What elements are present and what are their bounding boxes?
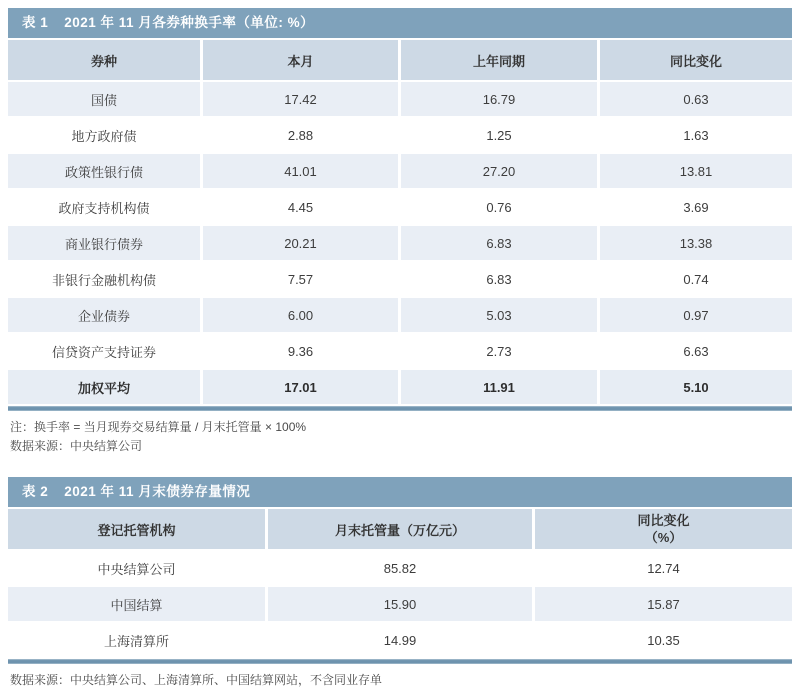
- cell-value: 27.20: [401, 154, 600, 190]
- cell-depository: 中央结算公司: [8, 551, 268, 587]
- column-header-bond-type: 券种: [8, 40, 203, 82]
- table-row: [8, 587, 792, 623]
- table-total-row: [8, 370, 792, 406]
- column-header-current-month: 本月: [203, 40, 401, 82]
- cell-value: 15.90: [268, 587, 535, 623]
- table1-bottom-border: [8, 406, 792, 411]
- cell-value: 0.97: [600, 298, 792, 334]
- table2-title: 2021 年 11 月末债券存量情况: [64, 484, 251, 500]
- table-row: [8, 226, 792, 262]
- cell-value: 0.76: [401, 190, 600, 226]
- cell-value: 20.21: [203, 226, 401, 262]
- cell-value: 2.73: [401, 334, 600, 370]
- cell-depository: 中国结算: [8, 587, 268, 623]
- table-row: [8, 551, 792, 587]
- cell-value: 12.74: [535, 551, 792, 587]
- table1-title: 2021 年 11 月各券种换手率（单位: %）: [64, 15, 315, 30]
- section-spacer: [8, 455, 792, 477]
- column-header-depository: 登记托管机构: [8, 509, 268, 551]
- cell-bond-type: 地方政府债: [8, 118, 203, 154]
- cell-value: 5.03: [401, 298, 600, 334]
- column-header-month-end-custody: 月末托管量（万亿元）: [268, 509, 535, 551]
- cell-value: 85.82: [268, 551, 535, 587]
- yoy-header-line2: （%）: [644, 530, 683, 546]
- cell-value: 5.10: [600, 370, 792, 406]
- table2-bottom-border: [8, 659, 792, 664]
- cell-value: 13.38: [600, 226, 792, 262]
- cell-bond-type: 国债: [8, 82, 203, 118]
- column-header-yoy-change: [535, 509, 792, 551]
- cell-value: 41.01: [203, 154, 401, 190]
- cell-bond-type: 加权平均: [8, 370, 203, 406]
- table-row: [8, 190, 792, 226]
- cell-value: 7.57: [203, 262, 401, 298]
- cell-value: 17.01: [203, 370, 401, 406]
- table-row: [8, 154, 792, 190]
- cell-value: 15.87: [535, 587, 792, 623]
- cell-value: 4.45: [203, 190, 401, 226]
- cell-value: 6.63: [600, 334, 792, 370]
- yoy-header-line1: 同比变化: [637, 512, 690, 528]
- turnover-table: [8, 40, 792, 406]
- turnover-table-section: [8, 8, 792, 455]
- note-source: 数据来源：中央结算公司: [10, 438, 143, 453]
- cell-value: 6.83: [401, 262, 600, 298]
- cell-value: 14.99: [268, 623, 535, 659]
- cell-value: 6.00: [203, 298, 401, 334]
- cell-value: 13.81: [600, 154, 792, 190]
- cell-value: 16.79: [401, 82, 600, 118]
- table-row: [8, 262, 792, 298]
- cell-value: 6.83: [401, 226, 600, 262]
- cell-value: 0.63: [600, 82, 792, 118]
- cell-value: 2.88: [203, 118, 401, 154]
- table-row: [8, 82, 792, 118]
- outstanding-bonds-table-section: [8, 477, 792, 690]
- cell-bond-type: 信贷资产支持证券: [8, 334, 203, 370]
- column-header-prior-year: 上年同期: [401, 40, 600, 82]
- cell-value: 1.25: [401, 118, 600, 154]
- cell-bond-type: 政府支持机构债: [8, 190, 203, 226]
- cell-value: 1.63: [600, 118, 792, 154]
- table-row: [8, 298, 792, 334]
- table2-tag: 表 2: [22, 484, 49, 500]
- table1-note: [10, 418, 792, 455]
- cell-value: 9.36: [203, 334, 401, 370]
- column-header-yoy-change: 同比变化: [600, 40, 792, 82]
- table2-header-row: [8, 509, 792, 551]
- table-row: [8, 334, 792, 370]
- cell-bond-type: 企业债券: [8, 298, 203, 334]
- table2-source: 数据来源：中央结算公司、上海清算所、中国结算网站，不含同业存单: [10, 673, 383, 688]
- cell-bond-type: 商业银行债券: [8, 226, 203, 262]
- cell-value: 17.42: [203, 82, 401, 118]
- outstanding-bonds-table: [8, 509, 792, 659]
- cell-depository: 上海清算所: [8, 623, 268, 659]
- table-row: [8, 623, 792, 659]
- table-row: [8, 118, 792, 154]
- cell-value: 11.91: [401, 370, 600, 406]
- cell-bond-type: 政策性银行债: [8, 154, 203, 190]
- table2-title-bar: [8, 477, 792, 507]
- note-formula: 注：换手率 = 当月现券交易结算量 / 月末托管量 × 100%: [10, 420, 307, 434]
- cell-value: 0.74: [600, 262, 792, 298]
- table1-header-row: [8, 40, 792, 82]
- cell-value: 10.35: [535, 623, 792, 659]
- cell-bond-type: 非银行金融机构债: [8, 262, 203, 298]
- table1-tag: 表 1: [22, 15, 49, 30]
- cell-value: 3.69: [600, 190, 792, 226]
- table1-title-bar: [8, 8, 792, 38]
